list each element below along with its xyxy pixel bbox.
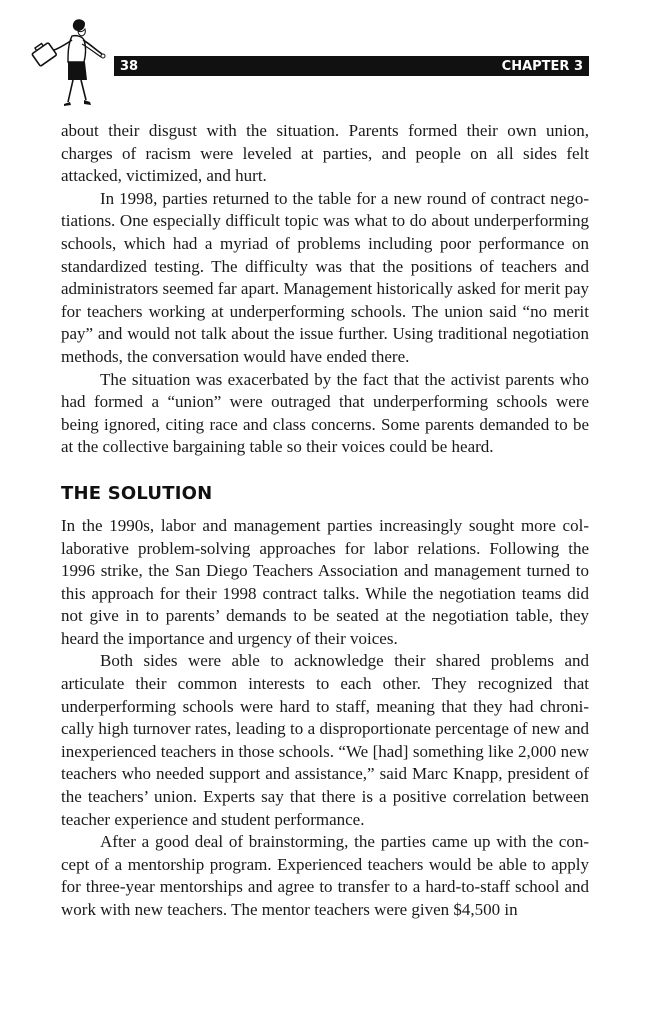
paragraph: After a good deal of brainstorming, the parties came up with the concept of a mentorship program. Experienced teachers would be able to apply for three-year mentorships and agree to transfer to a hard-to-staff school and work with new teachers. The mentor teachers were given $4,500 in xyxy=(61,832,589,919)
page-number: 38 xyxy=(120,58,139,74)
paragraph-continued: about their disgust with the situation. Parents formed their own union, charges of racism were leveled at parties, and people on all sides felt attacked, victimized, and hurt. xyxy=(61,121,589,186)
paragraph: In 1998, parties returned to the table for a new round of contract negotiations. One especially difficult topic was what to do about underperforming schools, which had a myriad of problems including poor performance on standardized testing. The difficulty was that the positions of teachers and administrators seemed far apart. Management historically asked for merit pay for teachers working at underperforming schools. The union said “no merit pay” and would not talk about the issue further. Using traditional negotiation methods, the conversation would have ended there. xyxy=(61,188,589,366)
paragraph: In the 1990s, labor and management parties increasingly sought more collaborative problem-solving approaches for labor relations. Following the 1996 strike, the San Diego Teachers Association and management turned to this approach for their 1998 contract talks. While the negotiation teams did not give in to parents’ demands to be seated at the negotiation table, they heard the importance and urgency of their voices. xyxy=(61,515,589,648)
businesswoman-briefcase-icon xyxy=(28,14,108,110)
body-text xyxy=(61,120,589,922)
paragraph: The situation was exacerbated by the fact that the activist parents who had formed a “union” were outraged that underperforming schools were being ignored, citing race and class concerns. Some parents demanded to be at the collective bargaining table so their voices could be heard. xyxy=(61,369,589,457)
section-heading: THE SOLUTION xyxy=(61,482,213,504)
paragraph: Both sides were able to acknowledge their shared problems and articulate their common interests to each other. They recognized that underperforming schools were hard to staff, meaning that they had chronically high turnover rates, leading to a disproportionate percentage of new and inexperienced teachers in those schools. “We [had] something like 2,000 new teachers who needed support and assistance,” said Marc Knapp, president of the teachers’ union. Experts say that there is a positive correlation between teacher experience and student performance. xyxy=(61,651,589,829)
chapter-label: CHAPTER 3 xyxy=(501,58,583,74)
running-header xyxy=(114,56,589,76)
